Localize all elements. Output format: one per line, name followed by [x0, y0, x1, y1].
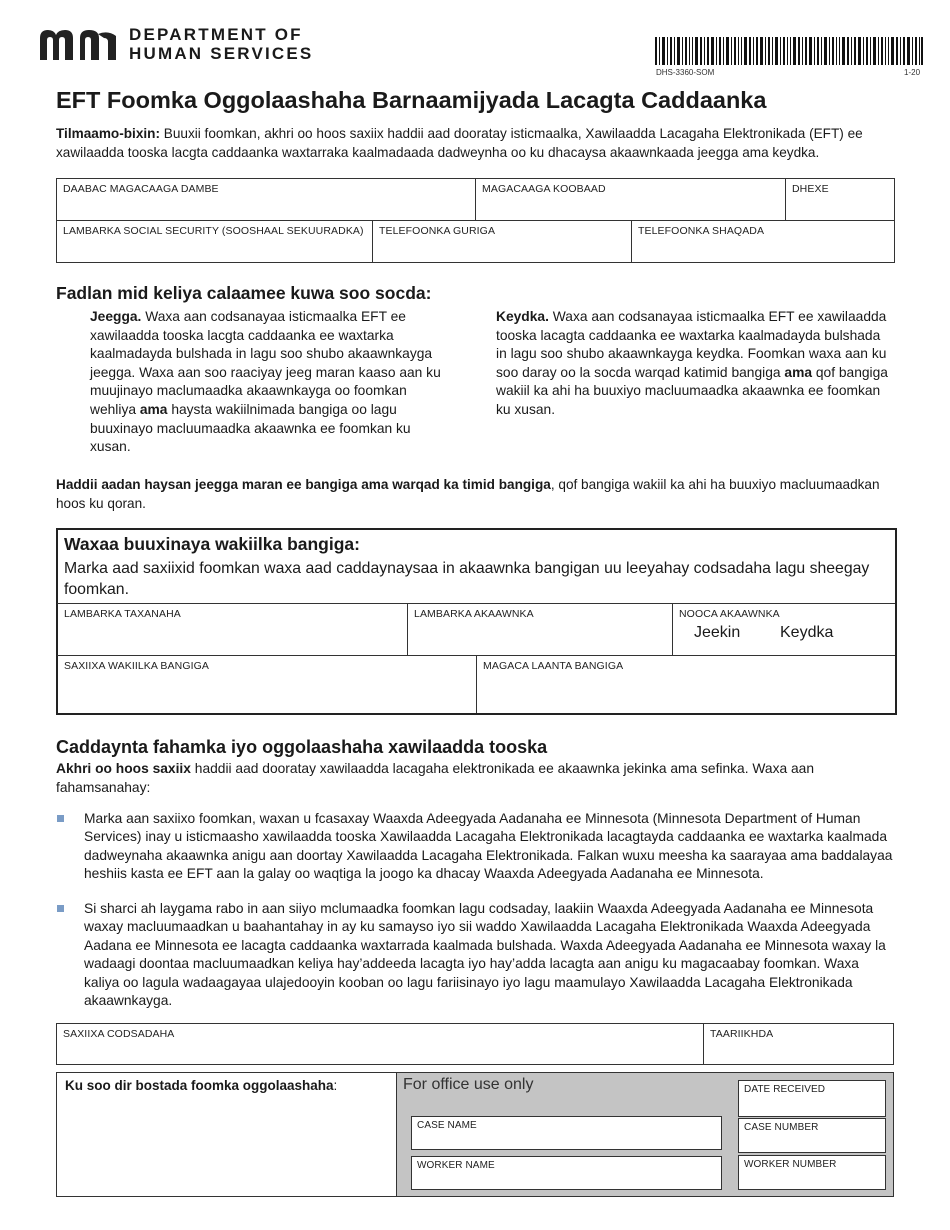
- consent-heading: Caddaynta fahamka iyo oggolaashaha xawilaadda tooska: [56, 737, 548, 757]
- bank-rep-signature-label: SAXIIXA WAKIILKA BANGIGA: [64, 660, 209, 672]
- choose-one-heading: Fadlan mid keliya calaamee kuwa soo socda:: [56, 283, 432, 303]
- bank-branch-name-label: MAGACA LAANTA BANGIGA: [483, 660, 624, 672]
- bank-section-heading: Waxaa buuxinaya wakiilka bangiga:: [64, 534, 360, 554]
- consent-bullet-1: Marka aan saxiixo foomkan, waxan u fcasaxay Waaxda Adeegyada Aadanaha ee Minnesota (Minnesota Department of Human Services) inay u isticmaasho xawilaadda tooska Xawilaadda Lacagaha Elektronikada lacagtayda caddaanka ee waxtarka kaalmada dadweynaha akaawnka anigu aan doortay Xawilaadda Lacagaha Elektronikada. Falkan wuxu meesha ka saarayaa ama baddalayaa heshiis kasta ee EFT aan la galay oo waqtiga la joogo ka dhacay Waaxda Adeegyada Aadanaha ee Minnesota.: [84, 811, 893, 882]
- applicant-signature-label: SAXIIXA CODSADAHA: [63, 1028, 175, 1040]
- consent-intro-bold: Akhri oo hoos saxiix: [56, 761, 191, 776]
- worker-name-field[interactable]: [411, 1156, 722, 1190]
- bullet-square-icon: [57, 905, 64, 912]
- ssn-field[interactable]: [56, 220, 373, 263]
- work-phone-label: TELEFOONKA SHAQADA: [638, 225, 765, 237]
- agency-name: [129, 25, 313, 63]
- mail-to-label-text: Ku soo dir bostada foomka oggolaashaha: [65, 1078, 334, 1093]
- account-number-label: LAMBARKA AKAAWNKA: [414, 608, 534, 620]
- bank-branch-name-field[interactable]: [476, 655, 895, 713]
- savings-option[interactable]: [496, 308, 892, 420]
- ssn-label: LAMBARKA SOCIAL SECURITY (SOOSHAAL SEKUURADKA): [63, 225, 364, 237]
- worker-number-label: WORKER NUMBER: [744, 1159, 837, 1170]
- consent-bullet-2: Si sharci ah laygama rabo in aan siiyo mclumaadka foomkan lagu codsaday, laakiin Waaxda Adeegyada Aadanaha ee Minnesota waxay macluumaadkan u baahantahay in ay ku samayso iyo sii waddo Xawilaadda Lacagaha Elektronikada Waaxda Adeegyada Aadana ee Minnesota ee lacagta caddaanka waxtarrada kaalmada bulshada. Waxda Adeegyada Aadanaha ee Minnesota waxay la wadaagi doontaa macluumaadkan keliya hay’addeeda lacagta iyo hay’adda lacagta aan anigu ku magacaabay foomkan. Waxa kaliya oo lagula wadaagayaa ulajedooyin kooban oo lagu fariisinayo iyo lagu maamulayo Xawilaadda Lacagaha Elektronikada akaawnkayga.: [84, 901, 886, 1009]
- work-phone-field[interactable]: [631, 220, 895, 263]
- case-number-label: CASE NUMBER: [744, 1122, 819, 1133]
- checking-option-text-2: haysta wakiilnimada bangiga oo lagu buuxinayo macluumaadka akaawnka ee foomkan ku xusan.: [90, 401, 411, 455]
- mn-logo-icon: [38, 26, 118, 62]
- account-type-checking-option[interactable]: Jeekin: [694, 624, 741, 641]
- barcode-icon: [655, 37, 923, 65]
- consent-intro: [56, 760, 896, 797]
- home-phone-field[interactable]: [372, 220, 632, 263]
- savings-option-text-1: Waxa aan codsanayaa isticmaalka EFT ee xawilaadda tooska lacagta caddaanka ee waxtarka kaalmadayda bulshada in lagu soo shubo akaawnkayga keydka. Foomkan waxa aan ku soo daray oo la socda warqad katimid bangiga: [496, 309, 887, 380]
- applicant-signature-field[interactable]: [56, 1023, 704, 1065]
- account-type-savings-option[interactable]: Keydka: [780, 624, 834, 641]
- middle-name-field[interactable]: [785, 178, 895, 221]
- checking-option[interactable]: [90, 308, 446, 457]
- account-number-field[interactable]: [407, 603, 673, 656]
- savings-option-title: Keydka.: [496, 309, 549, 324]
- mail-to-label-colon: :: [333, 1078, 338, 1093]
- last-name-label: DAABAC MAGACAAGA DAMBE: [63, 183, 219, 195]
- page-title: EFT Foomka Oggolaashaha Barnaamijyada Lacagta Caddaanka: [56, 87, 767, 113]
- bank-rep-signature-field[interactable]: [57, 655, 477, 713]
- routing-number-field[interactable]: [57, 603, 408, 656]
- worker-name-label: WORKER NAME: [417, 1160, 495, 1171]
- worker-number-field[interactable]: [738, 1155, 886, 1190]
- signature-date-label: TAARIIKHDA: [710, 1028, 774, 1040]
- checking-option-and: ama: [139, 401, 168, 417]
- home-phone-label: TELEFOONKA GURIGA: [379, 225, 496, 237]
- last-name-field[interactable]: [56, 178, 476, 221]
- case-name-field[interactable]: [411, 1116, 722, 1150]
- bank-note-bold: Haddii aadan haysan jeegga maran ee bangiga ama warqad ka timid bangiga: [56, 477, 551, 492]
- case-name-label: CASE NAME: [417, 1120, 477, 1131]
- savings-option-and: ama: [784, 364, 813, 380]
- agency-line-1: DEPARTMENT OF: [129, 25, 303, 44]
- case-number-field[interactable]: [738, 1118, 886, 1153]
- intro-paragraph: [56, 124, 896, 162]
- first-name-label: MAGACAAGA KOOBAAD: [482, 183, 606, 195]
- intro-text: Buuxii foomkan, akhri oo hoos saxiix haddii aad dooratay isticmaalka, Xawilaadda Lacagaha Elektronikada (EFT) ee xawilaadda tooska lacgta caddaanka waxtarraka kaalmadaada dadweynha oo ku dhacaysa akaawnkaada jeegga ama keydka.: [56, 126, 863, 160]
- bank-note-text: , qof bangiga wakiil ka ahi ha buuxiyo macluumaadkan hoos ku qoran.: [56, 477, 880, 511]
- savings-option-text-2: qof bangiga wakiil ka ahi ha buuxiyo macluumaadka akaawnka ee foomkan ku xusan.: [496, 364, 888, 417]
- date-received-field[interactable]: [738, 1080, 886, 1117]
- consent-intro-text: haddii aad dooratay xawilaadda lacagaha elektronikada ee akaawnka jekinka ama sefinka. Waxa aan fahamsanahay:: [56, 761, 814, 795]
- account-type-label: NOOCA AKAAWNKA: [679, 608, 780, 620]
- bank-section-subtitle: Marka aad saxiixid foomkan waxa aad caddaynaysaa in akaawnka bangigan uu leeyahay codsadaha lagu sheegay foomkan.: [64, 560, 870, 598]
- form-revision-date: 1-20: [904, 68, 921, 77]
- routing-number-label: LAMBARKA TAXANAHA: [64, 608, 181, 620]
- bullet-square-icon: [57, 815, 64, 822]
- first-name-field[interactable]: [475, 178, 786, 221]
- mail-to-label: [65, 1078, 337, 1093]
- checking-option-text-1: Waxa aan codsanayaa isticmaalka EFT ee xawilaadda tooska lacgta caddaanka ee waxtarka kaalmadayda bulshada in lagu soo shubo akaawnkayga jeegga. Waxa aan soo raaciyay jeeg maran kaaso aan ku muujinayo maclumaadka akaawnkayga oo foomkan wehliya: [90, 309, 441, 417]
- office-use-title: For office use only: [403, 1076, 534, 1093]
- middle-name-label: DHEXE: [792, 183, 829, 195]
- intro-label: Tilmaamo-bixin:: [56, 126, 160, 141]
- date-received-label: DATE RECEIVED: [744, 1084, 826, 1095]
- form-code: DHS-3360-SOM: [656, 68, 715, 77]
- agency-line-2: HUMAN SERVICES: [129, 44, 314, 63]
- account-type-field: [672, 603, 895, 656]
- checking-option-title: Jeegga.: [90, 309, 142, 324]
- signature-date-field[interactable]: [703, 1023, 894, 1065]
- bank-note: [56, 475, 896, 513]
